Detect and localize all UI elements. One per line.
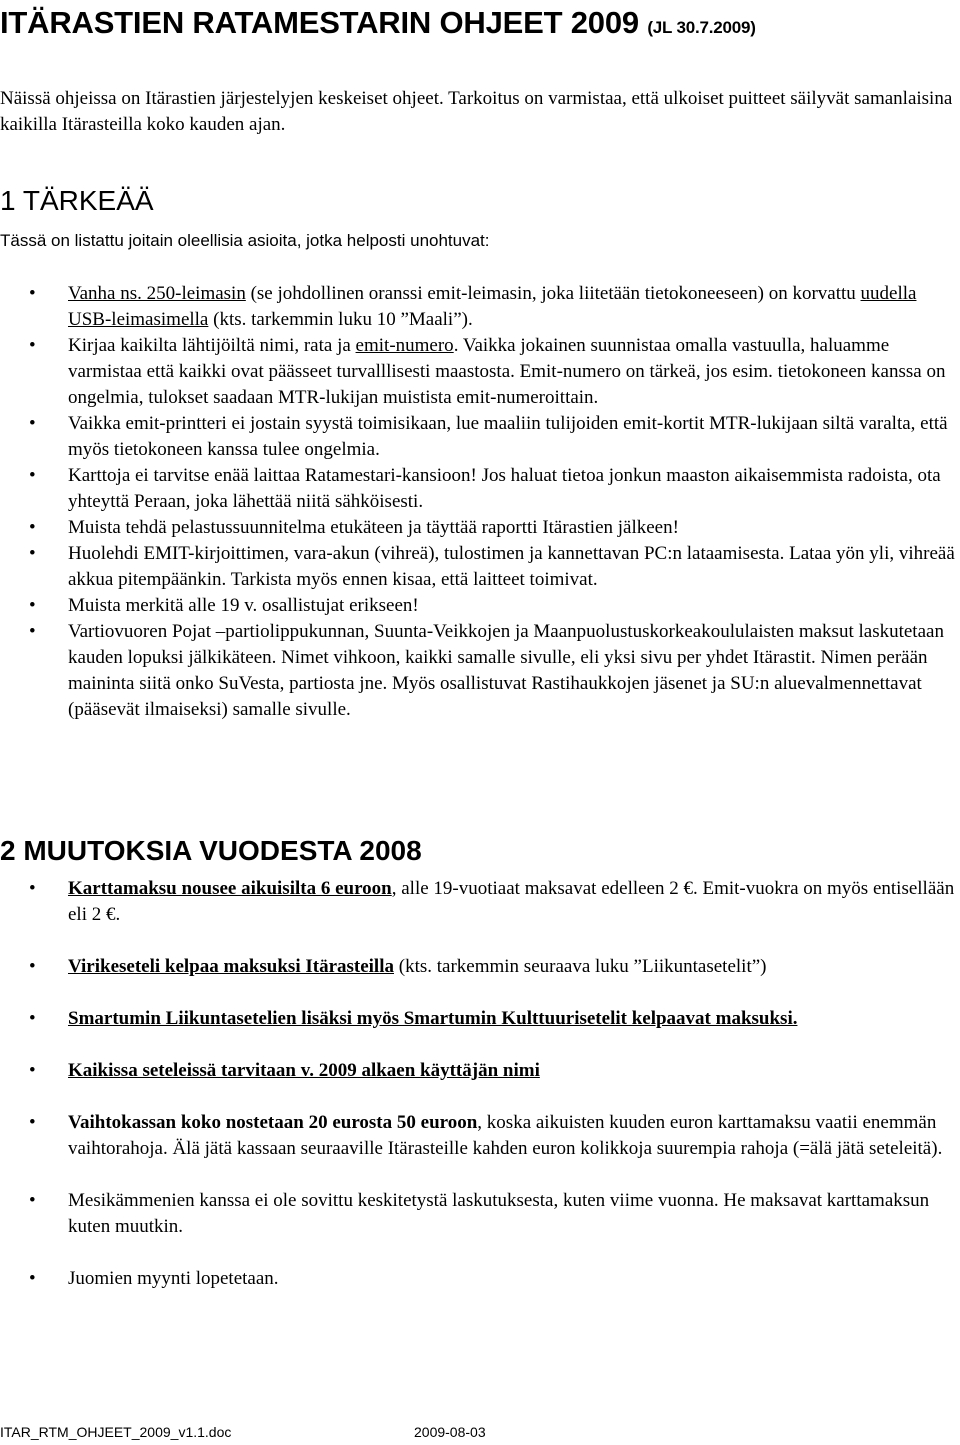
bullet-icon: • bbox=[29, 465, 36, 486]
document-title bbox=[0, 4, 756, 47]
item-text: Vartiovuoren Pojat –partiolippukunnan, Suunta-Veikkojen ja Maanpuolustuskorkeakoululaisten maksut laskutetaan kauden lopuksi jälkikäteen. Nimet vihkoon, kaikki samalle sivulle, eli yksi sivu per yhdet Itärastit. Nimen perään maininta siitä onko SuVesta, partiosta jne. Myös osallistuvat Rastihaukkojen jäsenet ja SU:n aluevalmennettavat (pääsevät ilmaiseksi) samalle sivulle. bbox=[68, 621, 944, 720]
list-item bbox=[0, 541, 960, 593]
bold-underlined-text: Virikeseteli kelpaa maksuksi Itärasteilla bbox=[68, 956, 394, 977]
section-1-subline: Tässä on listattu joitain oleellisia asioita, jotka helposti unohtuvat: bbox=[0, 231, 490, 250]
section-1-heading: 1 TÄRKEÄÄ bbox=[0, 185, 154, 216]
intro-paragraph: Näissä ohjeissa on Itärastien järjestelyjen keskeiset ohjeet. Tarkoitus on varmistaa, että ulkoiset puitteet säilyvät samanlaisina kaikilla Itärasteilla koko kauden ajan. bbox=[0, 88, 953, 135]
bold-underlined-text: Smartumin Liikuntasetelien lisäksi myös Smartumin Kulttuurisetelit kelpaavat maksuksi. bbox=[68, 1008, 798, 1029]
list-item bbox=[0, 876, 960, 928]
underlined-text: uudella USB-leimasimella bbox=[68, 283, 917, 330]
list-item bbox=[0, 954, 960, 980]
bullet-icon: • bbox=[29, 956, 36, 977]
underlined-text: Vanha ns. 250-leimasin bbox=[68, 283, 246, 304]
bullet-icon: • bbox=[29, 621, 36, 642]
list-item bbox=[0, 1110, 960, 1162]
bullet-icon: • bbox=[29, 335, 36, 356]
bullet-icon: • bbox=[29, 1190, 36, 1211]
list-item bbox=[0, 411, 960, 463]
list-item bbox=[0, 1006, 960, 1032]
section-2-list bbox=[0, 876, 960, 1318]
bullet-icon: • bbox=[29, 1268, 36, 1289]
item-text: Kirjaa kaikilta lähtijöiltä nimi, rata ja bbox=[68, 335, 356, 356]
list-item bbox=[0, 281, 960, 333]
item-text: (se johdollinen oranssi emit-leimasin, joka liitetään tietokoneeseen) on korvattu bbox=[245, 283, 861, 304]
bold-underlined-text: Karttamaksu nousee aikuisilta 6 euroon bbox=[68, 878, 392, 899]
item-text: Muista tehdä pelastussuunnitelma etukäteen ja täyttää raportti Itärastien jälkeen! bbox=[68, 517, 679, 538]
list-item bbox=[0, 1188, 960, 1240]
item-text: Huolehdi EMIT-kirjoittimen, vara-akun (vihreä), tulostimen ja kannettavan PC:n lataamisesta. Lataa yön yli, vihreää akkua pitempäänkin. Tarkista myös ennen kisaa, että laitteet toimivat. bbox=[68, 543, 955, 590]
item-text: , koska aikuisten kuuden euron karttamaksu vaatii enemmän vaihtorahoja. Älä jätä kassaan seuraaville Itärasteille kahden euron kolikkoja suurempia rahoja (=älä jätä seteleitä). bbox=[68, 1112, 943, 1159]
bullet-icon: • bbox=[29, 517, 36, 538]
list-item bbox=[0, 1266, 960, 1292]
item-text: Muista merkitä alle 19 v. osallistujat erikseen! bbox=[68, 595, 419, 616]
list-item bbox=[0, 1058, 960, 1084]
bullet-icon: • bbox=[29, 1008, 36, 1029]
item-text: (kts. tarkemmin seuraava luku ”Liikuntasetelit”) bbox=[394, 956, 767, 977]
underlined-text: emit-numero bbox=[355, 335, 454, 356]
bullet-icon: • bbox=[29, 1112, 36, 1133]
list-item bbox=[0, 333, 960, 411]
bullet-icon: • bbox=[29, 283, 36, 304]
item-text: , alle 19-vuotiaat maksavat edelleen 2 €. Emit-vuokra on myös entisellään eli 2 €. bbox=[68, 878, 955, 925]
bold-text: Vaihtokassan koko nostetaan 20 eurosta 50 euroon bbox=[68, 1112, 478, 1133]
bullet-icon: • bbox=[29, 595, 36, 616]
title-text: ITÄRASTIEN RATAMESTARIN OHJEET 2009 bbox=[0, 5, 639, 40]
bold-underlined-text: Kaikissa seteleissä tarvitaan v. 2009 alkaen käyttäjän nimi bbox=[68, 1060, 540, 1081]
bullet-icon: • bbox=[29, 878, 36, 899]
bullet-icon: • bbox=[29, 543, 36, 564]
item-text: Karttoja ei tarvitse enää laittaa Ratamestari-kansioon! Jos haluat tietoa jonkun maaston aikaisemmista radoista, ota yhteyttä Peraan, joka lähettää niitä sähköisesti. bbox=[68, 465, 941, 512]
footer-filename: ITAR_RTM_OHJEET_2009_v1.1.doc bbox=[0, 1424, 232, 1440]
bullet-icon: • bbox=[29, 413, 36, 434]
item-text: Vaikka emit-printteri ei jostain syystä toimisikaan, lue maaliin tulijoiden emit-kortit MTR-lukijaan siltä varalta, että myös tietokoneen kanssa tulee ongelmia. bbox=[68, 413, 948, 460]
item-text: (kts. tarkemmin luku 10 ”Maali”). bbox=[208, 309, 473, 330]
list-item bbox=[0, 515, 960, 541]
bullet-icon: • bbox=[29, 1060, 36, 1081]
section-1-list bbox=[0, 281, 960, 723]
item-text: . Vaikka jokainen suunnistaa omalla vastuulla, haluamme varmistaa että kaikki ovat päässeet turvalllisesti maastosta. Emit-numero on tärkeä, jos esim. tietokoneen kanssa on ongelmia, tulokset saadaan MTR-lukijan muistista emit-numeroittain. bbox=[68, 335, 946, 408]
item-text: Mesikämmenien kanssa ei ole sovittu keskitetystä laskutuksesta, kuten viime vuonna. He maksavat karttamaksun kuten muutkin. bbox=[68, 1190, 930, 1237]
title-date-note: (JL 30.7.2009) bbox=[647, 18, 756, 37]
list-item bbox=[0, 593, 960, 619]
item-text: Juomien myynti lopetetaan. bbox=[68, 1268, 279, 1289]
section-2-heading: 2 MUUTOKSIA VUODESTA 2008 bbox=[0, 835, 422, 866]
list-item bbox=[0, 619, 960, 723]
footer-date: 2009-08-03 bbox=[414, 1424, 486, 1440]
list-item bbox=[0, 463, 960, 515]
